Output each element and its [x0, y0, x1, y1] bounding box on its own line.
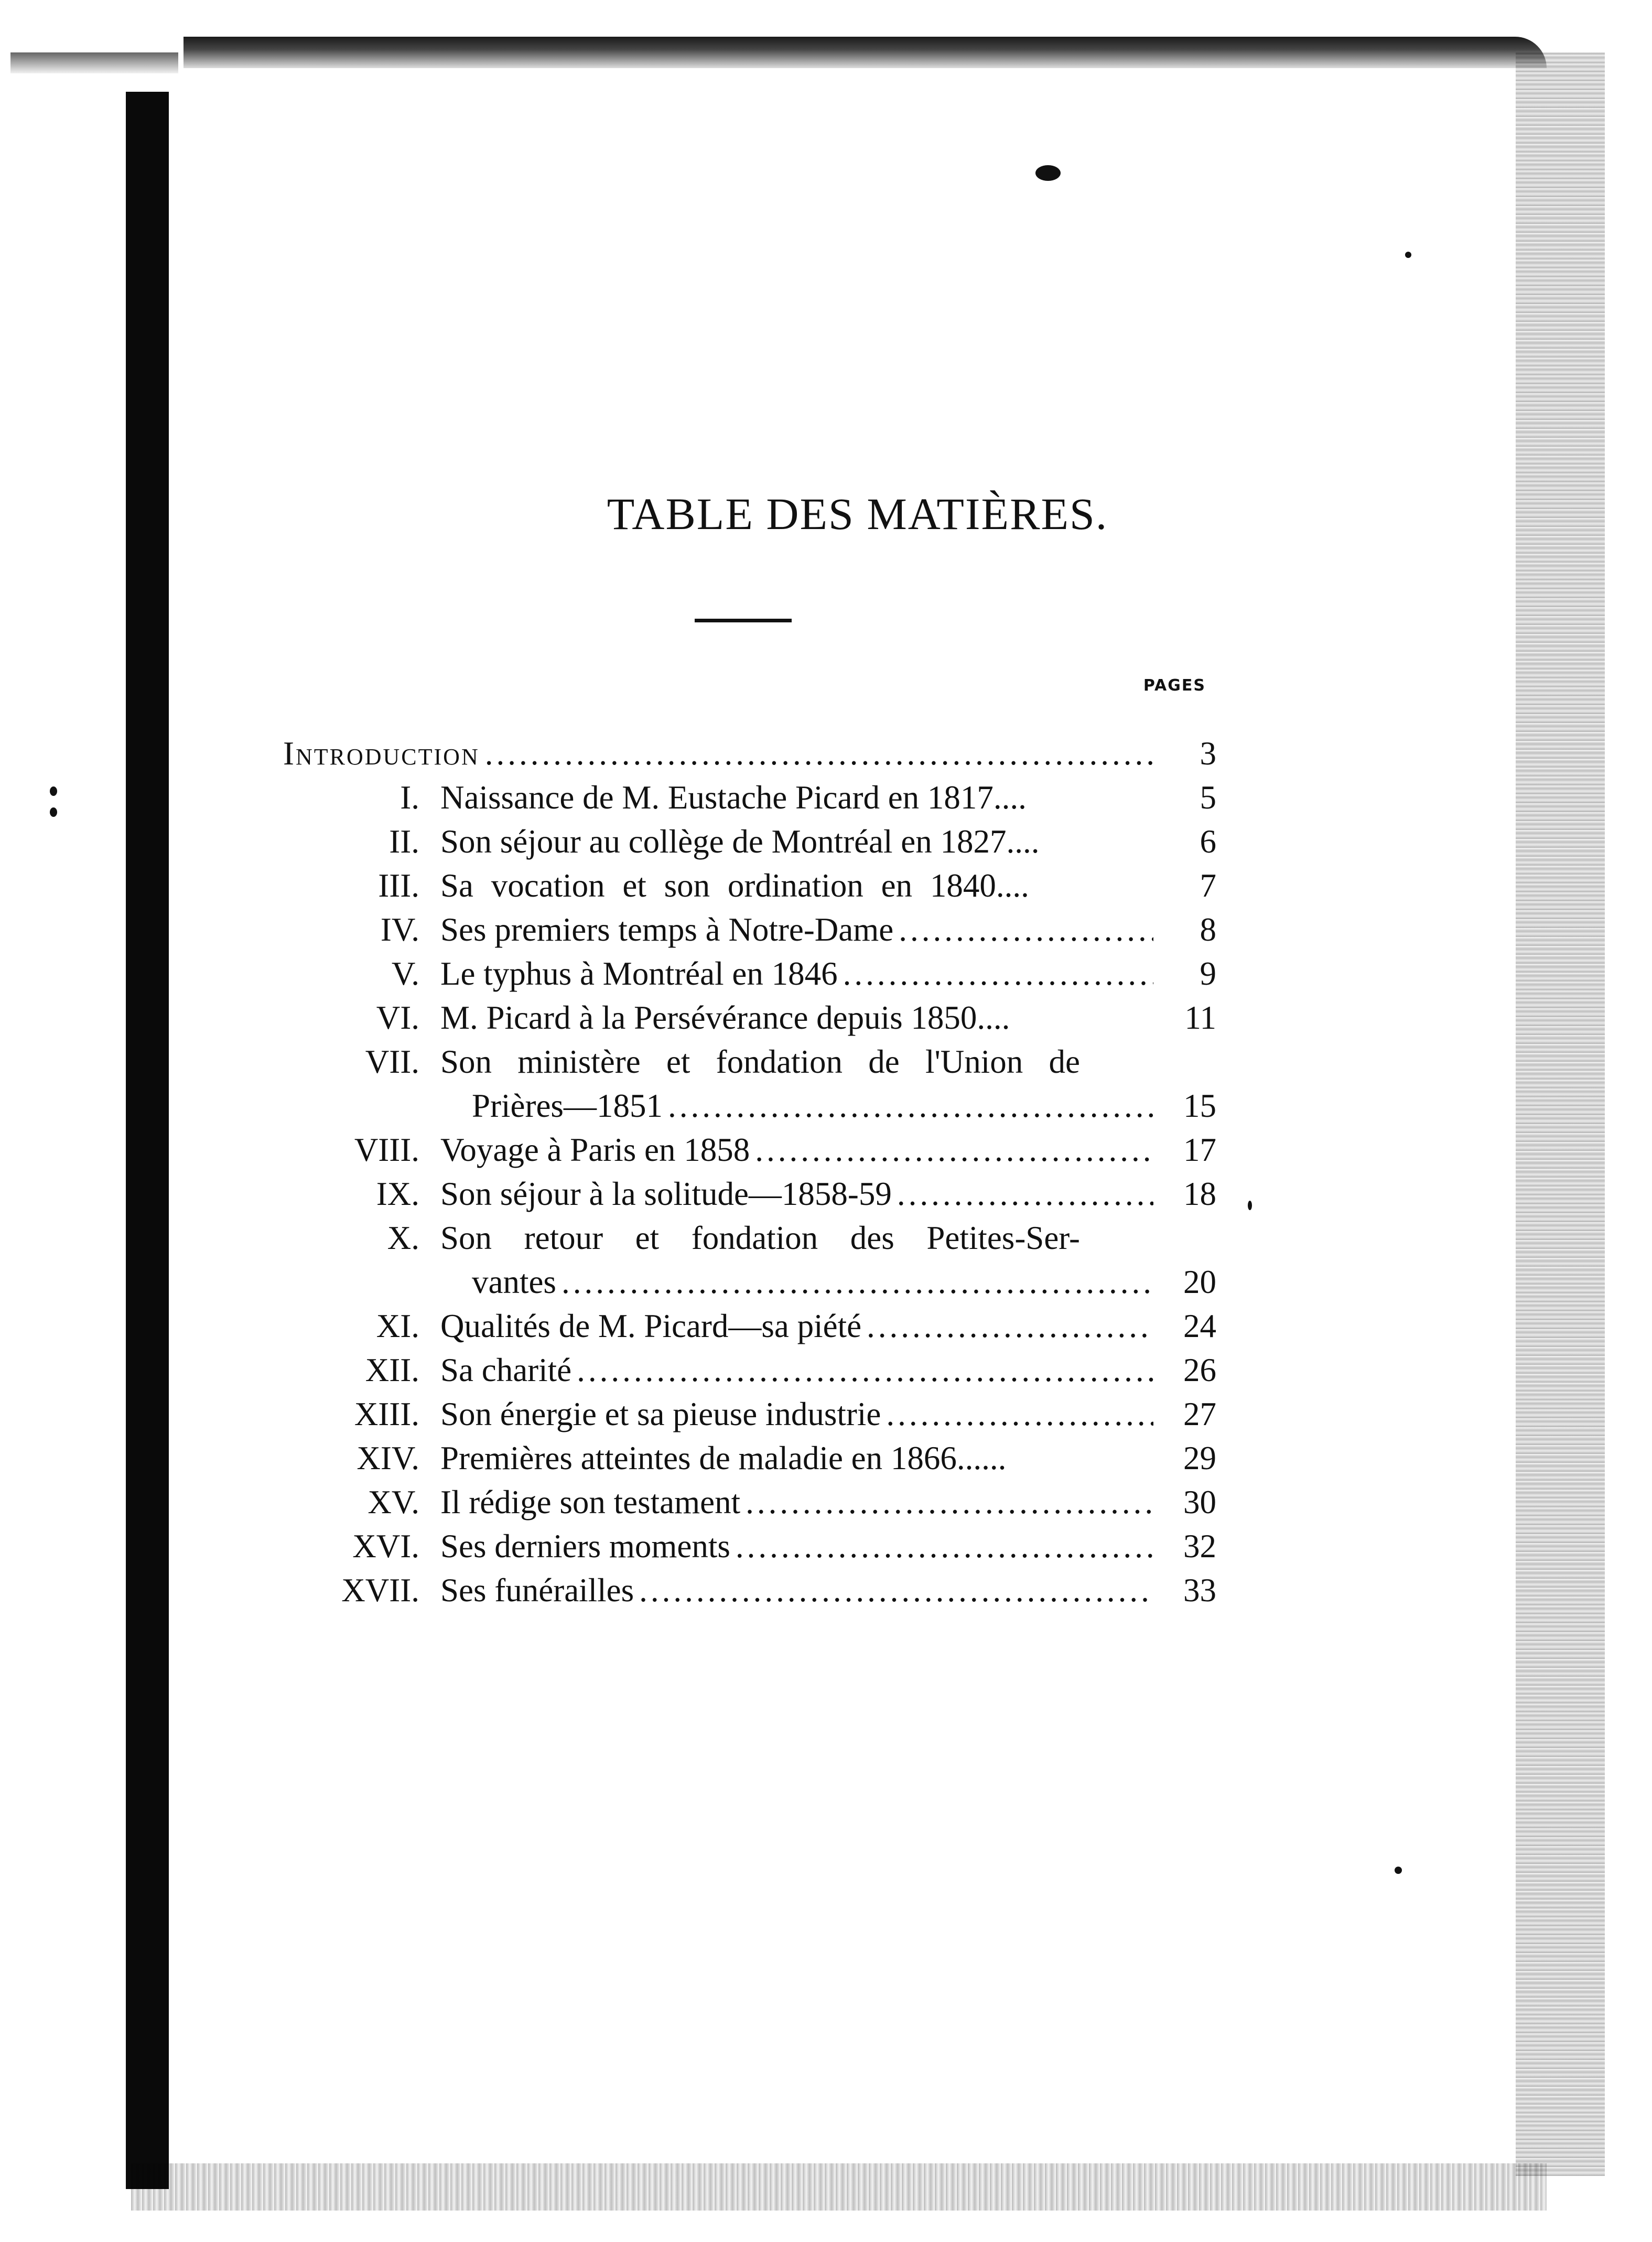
toc-chapter-title: Prières—1851 [472, 1087, 663, 1124]
toc-page-number: 24 [1183, 1308, 1216, 1344]
toc-chapter-title: Sa vocation et son ordination en 1840.... [440, 867, 1029, 904]
toc-page-number: 18 [1183, 1176, 1216, 1212]
toc-chapter-title: Naissance de M. Eustache Picard en 1817.... [440, 779, 1027, 816]
toc-entry-continuation [283, 1260, 1216, 1304]
toc-chapter-title: Il rédige son testament [440, 1484, 741, 1521]
toc-chapter-title: vantes [472, 1264, 556, 1300]
toc-leader-dots [843, 952, 1153, 996]
ink-speck [50, 807, 57, 817]
toc-page-number: 6 [1200, 823, 1216, 860]
toc-chapter-number: I. [400, 779, 419, 816]
toc-chapter-number: XVI. [352, 1528, 419, 1565]
toc-chapter-title: Ses premiers temps à Notre-Dame [440, 911, 894, 948]
toc-page-number: 30 [1183, 1484, 1216, 1521]
toc-page-number: 11 [1184, 999, 1216, 1036]
toc-page-number: 8 [1200, 911, 1216, 948]
toc-chapter-title: M. Picard à la Persévérance depuis 1850.... [440, 999, 1010, 1036]
page-title: TABLE DES MATIÈRES. [607, 489, 1108, 539]
toc-leader-dots [755, 1128, 1153, 1172]
toc-entry [283, 775, 1216, 820]
toc-page-number: 20 [1183, 1264, 1216, 1300]
toc-chapter-number: VIII. [354, 1131, 419, 1168]
toc-chapter-title: Son séjour à la solitude—1858-59 [440, 1176, 892, 1212]
toc-chapter-number: VII. [365, 1043, 419, 1080]
toc-chapter-title: Son ministère et fondation de l'Union de [440, 1043, 1080, 1080]
scan-top-edge [183, 37, 1547, 68]
toc-leader-dots [736, 1524, 1153, 1568]
toc-page-number: 9 [1200, 955, 1216, 992]
toc-chapter-number: V. [391, 955, 419, 992]
toc-chapter-title: Sa charité [440, 1352, 572, 1388]
ink-speck [50, 786, 57, 796]
toc-chapter-number: XV. [368, 1484, 419, 1521]
toc-chapter-title: Qualités de M. Picard—sa piété [440, 1308, 862, 1344]
toc-leader-dots [897, 1172, 1153, 1216]
toc-page-number: 32 [1183, 1528, 1216, 1565]
toc-chapter-title: Son retour et fondation des Petites-Ser- [440, 1220, 1080, 1256]
scan-top-left-edge [10, 52, 178, 73]
toc-chapter-number: XIV. [357, 1440, 419, 1476]
toc-leader-dots [668, 1084, 1153, 1128]
toc-chapter-title: Premières atteintes de maladie en 1866...... [440, 1440, 1007, 1476]
toc-chapter-number: VI. [376, 999, 419, 1036]
toc-entry [283, 1304, 1216, 1348]
toc-page-number: 15 [1183, 1087, 1216, 1124]
toc-chapter-title: Voyage à Paris en 1858 [440, 1131, 750, 1168]
toc-entry [283, 1568, 1216, 1612]
toc-entry [283, 996, 1216, 1040]
ink-speck [1035, 165, 1061, 181]
scan-right-edge [1516, 52, 1605, 2176]
toc-chapter-number: IX. [376, 1176, 419, 1212]
toc-entry-introduction [283, 731, 1216, 775]
toc-leader-dots [886, 1392, 1153, 1436]
toc-chapter-title: Introduction [283, 735, 480, 772]
title-divider [695, 619, 792, 622]
toc-page-number: 3 [1200, 735, 1216, 772]
toc-chapter-title: Son séjour au collège de Montréal en 1827.... [440, 823, 1040, 860]
table-of-contents [283, 731, 1216, 1612]
toc-entry [283, 820, 1216, 864]
toc-chapter-number: X. [387, 1220, 419, 1256]
scan-bottom-edge [131, 2163, 1547, 2211]
toc-page-number: 26 [1183, 1352, 1216, 1388]
toc-leader-dots [867, 1304, 1153, 1348]
toc-chapter-title: Son énergie et sa pieuse industrie [440, 1396, 881, 1432]
toc-chapter-title: Le typhus à Montréal en 1846 [440, 955, 838, 992]
ink-speck [1395, 1867, 1402, 1874]
toc-page-number: 27 [1183, 1396, 1216, 1432]
toc-leader-dots [639, 1568, 1153, 1612]
toc-entry [283, 952, 1216, 996]
toc-entry [283, 1480, 1216, 1524]
toc-chapter-title: Ses funérailles [440, 1572, 634, 1609]
ink-speck [1248, 1201, 1252, 1210]
toc-entry [283, 1216, 1216, 1260]
toc-leader-dots [899, 908, 1153, 952]
toc-entry [283, 908, 1216, 952]
toc-entry [283, 1524, 1216, 1568]
binding-edge [126, 92, 169, 2189]
toc-page-number: 33 [1183, 1572, 1216, 1609]
toc-entry [283, 864, 1216, 908]
toc-chapter-number: XVII. [341, 1572, 419, 1609]
toc-leader-dots [746, 1480, 1153, 1524]
toc-chapter-number: IV. [380, 911, 419, 948]
toc-leader-dots [562, 1260, 1153, 1304]
toc-entry [283, 1128, 1216, 1172]
toc-entry [283, 1436, 1216, 1480]
toc-chapter-number: III. [378, 867, 419, 904]
toc-entry [283, 1040, 1216, 1084]
toc-page-number: 29 [1183, 1440, 1216, 1476]
toc-entry [283, 1348, 1216, 1392]
toc-page-number: 7 [1200, 867, 1216, 904]
pages-column-label: PAGES [1143, 676, 1206, 695]
toc-chapter-number: XI. [376, 1308, 419, 1344]
toc-entry [283, 1392, 1216, 1436]
toc-leader-dots [577, 1348, 1153, 1392]
toc-leader-dots [485, 731, 1153, 775]
toc-entry-continuation [283, 1084, 1216, 1128]
toc-chapter-title: Ses derniers moments [440, 1528, 730, 1565]
toc-chapter-number: II. [389, 823, 419, 860]
toc-entry [283, 1172, 1216, 1216]
ink-speck [1405, 252, 1411, 258]
toc-page-number: 17 [1183, 1131, 1216, 1168]
toc-chapter-number: XIII. [354, 1396, 419, 1432]
toc-chapter-number: XII. [365, 1352, 419, 1388]
toc-page-number: 5 [1200, 779, 1216, 816]
